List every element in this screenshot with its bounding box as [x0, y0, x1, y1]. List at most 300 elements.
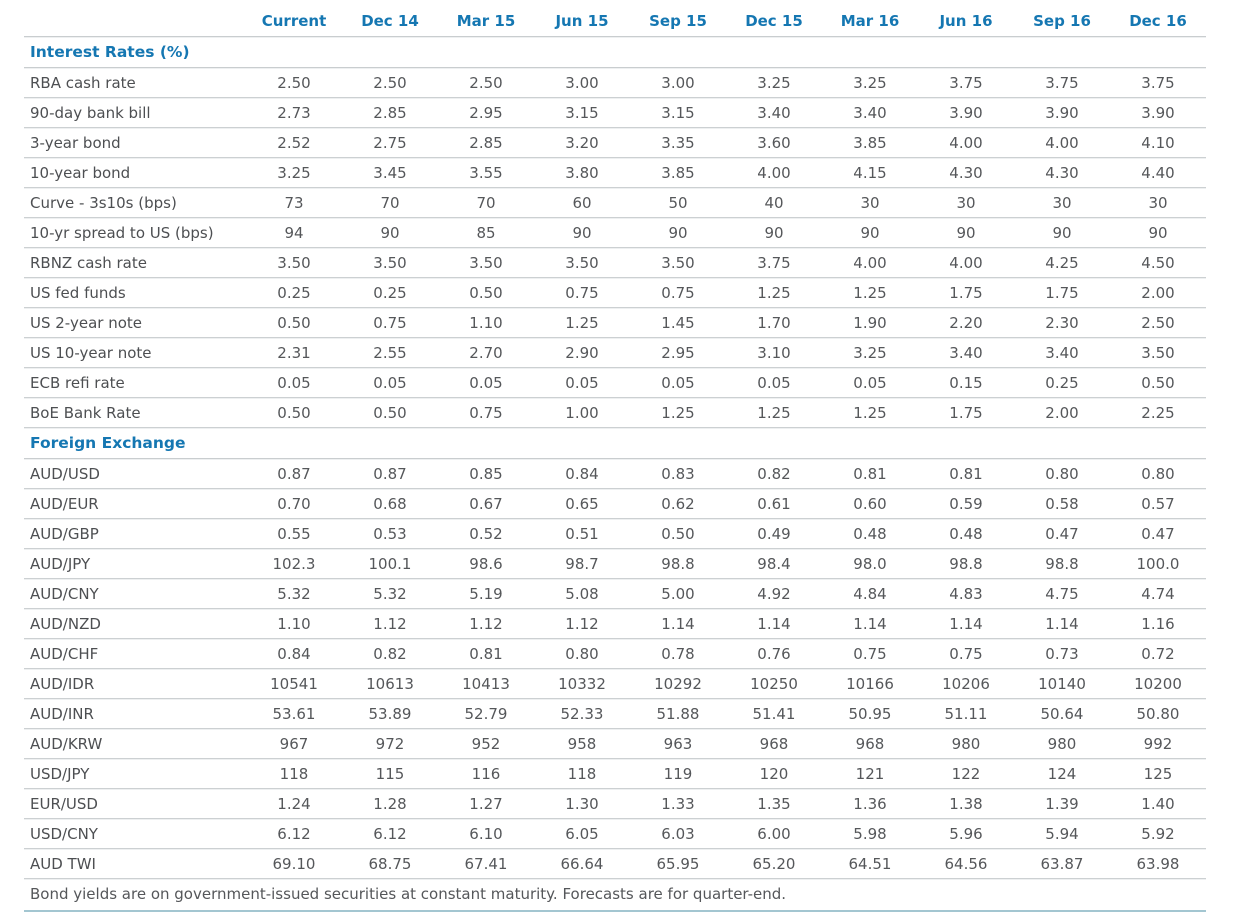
table-row	[24, 188, 1206, 218]
cell-value: 963	[630, 729, 726, 759]
cell-value: 10413	[438, 669, 534, 699]
cell-value: 3.40	[822, 98, 918, 128]
cell-value: 0.47	[1014, 519, 1110, 549]
cell-value: 63.87	[1014, 849, 1110, 879]
cell-value: 50.80	[1110, 699, 1206, 729]
cell-value: 10292	[630, 669, 726, 699]
cell-value: 6.03	[630, 819, 726, 849]
cell-value: 118	[246, 759, 342, 789]
cell-value: 0.75	[630, 278, 726, 308]
cell-value: 124	[1014, 759, 1110, 789]
table-row	[24, 338, 1206, 368]
cell-value: 2.50	[1110, 308, 1206, 338]
cell-value: 0.50	[438, 278, 534, 308]
cell-value: 1.14	[630, 609, 726, 639]
cell-value: 100.0	[1110, 549, 1206, 579]
cell-value: 2.50	[342, 68, 438, 98]
cell-value: 2.75	[342, 128, 438, 158]
table-row	[24, 489, 1206, 519]
header-row	[24, 6, 1206, 37]
cell-value: 5.94	[1014, 819, 1110, 849]
row-label: USD/CNY	[24, 819, 246, 849]
table-row	[24, 789, 1206, 819]
cell-value: 0.25	[342, 278, 438, 308]
cell-value: 1.39	[1014, 789, 1110, 819]
cell-value: 73	[246, 188, 342, 218]
cell-value: 0.82	[342, 639, 438, 669]
cell-value: 50.64	[1014, 699, 1110, 729]
cell-value: 3.00	[630, 68, 726, 98]
cell-value: 3.90	[1014, 98, 1110, 128]
table-body	[24, 37, 1206, 879]
cell-value: 4.92	[726, 579, 822, 609]
cell-value: 2.95	[438, 98, 534, 128]
cell-value: 53.89	[342, 699, 438, 729]
cell-value: 119	[630, 759, 726, 789]
cell-value: 1.70	[726, 308, 822, 338]
cell-value: 5.92	[1110, 819, 1206, 849]
cell-value: 0.05	[438, 368, 534, 398]
cell-value: 3.50	[342, 248, 438, 278]
cell-value: 2.70	[438, 338, 534, 368]
section-header-row	[24, 428, 1206, 459]
cell-value: 1.12	[534, 609, 630, 639]
table-row	[24, 519, 1206, 549]
cell-value: 51.11	[918, 699, 1014, 729]
cell-value: 3.15	[630, 98, 726, 128]
cell-value: 68.75	[342, 849, 438, 879]
cell-value: 64.51	[822, 849, 918, 879]
table-header	[24, 6, 1206, 37]
row-label: US fed funds	[24, 278, 246, 308]
column-header: Dec 16	[1110, 6, 1206, 37]
cell-value: 98.0	[822, 549, 918, 579]
cell-value: 4.30	[1014, 158, 1110, 188]
cell-value: 116	[438, 759, 534, 789]
cell-value: 0.50	[1110, 368, 1206, 398]
cell-value: 2.20	[918, 308, 1014, 338]
cell-value: 118	[534, 759, 630, 789]
column-header: Jun 15	[534, 6, 630, 37]
cell-value: 0.81	[822, 459, 918, 489]
cell-value: 1.75	[1014, 278, 1110, 308]
cell-value: 70	[342, 188, 438, 218]
cell-value: 90	[822, 218, 918, 248]
cell-value: 3.25	[822, 338, 918, 368]
cell-value: 2.50	[438, 68, 534, 98]
cell-value: 0.75	[438, 398, 534, 428]
cell-value: 2.95	[630, 338, 726, 368]
cell-value: 3.75	[726, 248, 822, 278]
row-label: AUD/JPY	[24, 549, 246, 579]
cell-value: 3.50	[630, 248, 726, 278]
cell-value: 3.25	[822, 68, 918, 98]
row-label: AUD TWI	[24, 849, 246, 879]
cell-value: 102.3	[246, 549, 342, 579]
cell-value: 0.73	[1014, 639, 1110, 669]
cell-value: 2.85	[342, 98, 438, 128]
cell-value: 3.50	[438, 248, 534, 278]
cell-value: 10140	[1014, 669, 1110, 699]
cell-value: 0.05	[822, 368, 918, 398]
cell-value: 1.10	[438, 308, 534, 338]
cell-value: 0.50	[246, 398, 342, 428]
row-label: AUD/INR	[24, 699, 246, 729]
cell-value: 3.35	[630, 128, 726, 158]
row-label: Curve - 3s10s (bps)	[24, 188, 246, 218]
cell-value: 2.73	[246, 98, 342, 128]
section-header-row	[24, 37, 1206, 68]
cell-value: 10332	[534, 669, 630, 699]
cell-value: 50.95	[822, 699, 918, 729]
cell-value: 972	[342, 729, 438, 759]
table-row	[24, 368, 1206, 398]
cell-value: 98.6	[438, 549, 534, 579]
cell-value: 5.19	[438, 579, 534, 609]
row-label: US 10-year note	[24, 338, 246, 368]
cell-value: 51.41	[726, 699, 822, 729]
cell-value: 90	[630, 218, 726, 248]
row-label: AUD/CNY	[24, 579, 246, 609]
column-header: Current	[246, 6, 342, 37]
cell-value: 2.85	[438, 128, 534, 158]
cell-value: 0.50	[342, 398, 438, 428]
cell-value: 0.72	[1110, 639, 1206, 669]
cell-value: 0.25	[1014, 368, 1110, 398]
row-label: AUD/NZD	[24, 609, 246, 639]
table-row	[24, 308, 1206, 338]
rates-fx-forecast-table	[24, 6, 1206, 879]
cell-value: 3.90	[918, 98, 1014, 128]
cell-value: 1.12	[342, 609, 438, 639]
cell-value: 0.85	[438, 459, 534, 489]
row-label: US 2-year note	[24, 308, 246, 338]
cell-value: 0.68	[342, 489, 438, 519]
cell-value: 0.80	[534, 639, 630, 669]
cell-value: 90	[534, 218, 630, 248]
cell-value: 980	[1014, 729, 1110, 759]
cell-value: 0.87	[246, 459, 342, 489]
table-row	[24, 158, 1206, 188]
cell-value: 125	[1110, 759, 1206, 789]
column-header: Jun 16	[918, 6, 1014, 37]
cell-value: 6.12	[246, 819, 342, 849]
cell-value: 3.60	[726, 128, 822, 158]
cell-value: 3.40	[918, 338, 1014, 368]
cell-value: 0.80	[1110, 459, 1206, 489]
cell-value: 0.50	[246, 308, 342, 338]
cell-value: 952	[438, 729, 534, 759]
row-label: ECB refi rate	[24, 368, 246, 398]
cell-value: 3.45	[342, 158, 438, 188]
row-label: AUD/CHF	[24, 639, 246, 669]
table-footnote: Bond yields are on government-issued securities at constant maturity. Forecasts are for quarter-end.	[24, 879, 1206, 912]
cell-value: 0.84	[534, 459, 630, 489]
cell-value: 64.56	[918, 849, 1014, 879]
row-label: AUD/USD	[24, 459, 246, 489]
cell-value: 115	[342, 759, 438, 789]
cell-value: 6.12	[342, 819, 438, 849]
cell-value: 67.41	[438, 849, 534, 879]
cell-value: 4.40	[1110, 158, 1206, 188]
cell-value: 3.90	[1110, 98, 1206, 128]
cell-value: 4.74	[1110, 579, 1206, 609]
table-row	[24, 98, 1206, 128]
cell-value: 0.67	[438, 489, 534, 519]
cell-value: 0.70	[246, 489, 342, 519]
table-row	[24, 729, 1206, 759]
table-row	[24, 699, 1206, 729]
cell-value: 63.98	[1110, 849, 1206, 879]
cell-value: 0.05	[246, 368, 342, 398]
cell-value: 5.98	[822, 819, 918, 849]
cell-value: 0.05	[342, 368, 438, 398]
cell-value: 4.83	[918, 579, 1014, 609]
cell-value: 0.15	[918, 368, 1014, 398]
cell-value: 1.14	[822, 609, 918, 639]
table-row	[24, 669, 1206, 699]
cell-value: 6.10	[438, 819, 534, 849]
cell-value: 6.05	[534, 819, 630, 849]
cell-value: 3.80	[534, 158, 630, 188]
table-row	[24, 759, 1206, 789]
cell-value: 2.00	[1110, 278, 1206, 308]
table-row	[24, 639, 1206, 669]
cell-value: 0.25	[246, 278, 342, 308]
cell-value: 5.32	[342, 579, 438, 609]
cell-value: 5.00	[630, 579, 726, 609]
cell-value: 3.10	[726, 338, 822, 368]
table-row	[24, 459, 1206, 489]
cell-value: 1.00	[534, 398, 630, 428]
row-label: AUD/GBP	[24, 519, 246, 549]
cell-value: 98.7	[534, 549, 630, 579]
cell-value: 98.8	[1014, 549, 1110, 579]
table-row	[24, 609, 1206, 639]
cell-value: 1.35	[726, 789, 822, 819]
cell-value: 1.75	[918, 398, 1014, 428]
cell-value: 98.4	[726, 549, 822, 579]
cell-value: 0.53	[342, 519, 438, 549]
cell-value: 90	[1014, 218, 1110, 248]
row-label: AUD/EUR	[24, 489, 246, 519]
cell-value: 0.62	[630, 489, 726, 519]
cell-value: 967	[246, 729, 342, 759]
cell-value: 3.50	[1110, 338, 1206, 368]
cell-value: 85	[438, 218, 534, 248]
cell-value: 30	[918, 188, 1014, 218]
cell-value: 3.20	[534, 128, 630, 158]
cell-value: 0.78	[630, 639, 726, 669]
cell-value: 0.47	[1110, 519, 1206, 549]
cell-value: 0.48	[918, 519, 1014, 549]
cell-value: 69.10	[246, 849, 342, 879]
row-label: 90-day bank bill	[24, 98, 246, 128]
cell-value: 3.50	[534, 248, 630, 278]
cell-value: 1.25	[534, 308, 630, 338]
section-title: Foreign Exchange	[24, 428, 1206, 459]
cell-value: 51.88	[630, 699, 726, 729]
cell-value: 65.95	[630, 849, 726, 879]
cell-value: 3.75	[918, 68, 1014, 98]
cell-value: 0.81	[918, 459, 1014, 489]
cell-value: 1.10	[246, 609, 342, 639]
cell-value: 3.75	[1014, 68, 1110, 98]
cell-value: 1.24	[246, 789, 342, 819]
cell-value: 1.90	[822, 308, 918, 338]
table-row	[24, 849, 1206, 879]
cell-value: 0.82	[726, 459, 822, 489]
cell-value: 3.15	[534, 98, 630, 128]
cell-value: 2.25	[1110, 398, 1206, 428]
column-header: Dec 14	[342, 6, 438, 37]
cell-value: 0.05	[534, 368, 630, 398]
cell-value: 0.55	[246, 519, 342, 549]
cell-value: 10250	[726, 669, 822, 699]
cell-value: 0.05	[630, 368, 726, 398]
cell-value: 122	[918, 759, 1014, 789]
cell-value: 968	[822, 729, 918, 759]
cell-value: 0.75	[534, 278, 630, 308]
cell-value: 0.80	[1014, 459, 1110, 489]
row-label: 10-year bond	[24, 158, 246, 188]
cell-value: 2.90	[534, 338, 630, 368]
cell-value: 40	[726, 188, 822, 218]
cell-value: 4.10	[1110, 128, 1206, 158]
row-label: AUD/KRW	[24, 729, 246, 759]
cell-value: 0.75	[342, 308, 438, 338]
cell-value: 70	[438, 188, 534, 218]
cell-value: 10206	[918, 669, 1014, 699]
cell-value: 0.57	[1110, 489, 1206, 519]
row-label: 3-year bond	[24, 128, 246, 158]
cell-value: 0.61	[726, 489, 822, 519]
cell-value: 1.33	[630, 789, 726, 819]
column-header: Mar 15	[438, 6, 534, 37]
cell-value: 1.14	[1014, 609, 1110, 639]
cell-value: 1.12	[438, 609, 534, 639]
cell-value: 90	[1110, 218, 1206, 248]
cell-value: 0.59	[918, 489, 1014, 519]
cell-value: 10200	[1110, 669, 1206, 699]
cell-value: 1.28	[342, 789, 438, 819]
cell-value: 0.65	[534, 489, 630, 519]
cell-value: 5.08	[534, 579, 630, 609]
cell-value: 958	[534, 729, 630, 759]
cell-value: 30	[822, 188, 918, 218]
cell-value: 94	[246, 218, 342, 248]
table-row	[24, 819, 1206, 849]
cell-value: 3.85	[822, 128, 918, 158]
column-header: Dec 15	[726, 6, 822, 37]
cell-value: 3.25	[726, 68, 822, 98]
section-title: Interest Rates (%)	[24, 37, 1206, 68]
cell-value: 2.52	[246, 128, 342, 158]
cell-value: 0.60	[822, 489, 918, 519]
row-label: BoE Bank Rate	[24, 398, 246, 428]
cell-value: 2.55	[342, 338, 438, 368]
cell-value: 0.58	[1014, 489, 1110, 519]
cell-value: 0.75	[822, 639, 918, 669]
row-label: RBA cash rate	[24, 68, 246, 98]
cell-value: 0.81	[438, 639, 534, 669]
cell-value: 1.25	[822, 278, 918, 308]
cell-value: 4.84	[822, 579, 918, 609]
cell-value: 5.32	[246, 579, 342, 609]
cell-value: 6.00	[726, 819, 822, 849]
table-row	[24, 579, 1206, 609]
cell-value: 3.75	[1110, 68, 1206, 98]
cell-value: 968	[726, 729, 822, 759]
cell-value: 30	[1014, 188, 1110, 218]
cell-value: 3.00	[534, 68, 630, 98]
cell-value: 4.75	[1014, 579, 1110, 609]
cell-value: 120	[726, 759, 822, 789]
cell-value: 1.14	[918, 609, 1014, 639]
cell-value: 3.85	[630, 158, 726, 188]
cell-value: 1.75	[918, 278, 1014, 308]
cell-value: 30	[1110, 188, 1206, 218]
cell-value: 0.87	[342, 459, 438, 489]
cell-value: 1.30	[534, 789, 630, 819]
cell-value: 4.00	[918, 248, 1014, 278]
cell-value: 3.40	[1014, 338, 1110, 368]
cell-value: 1.25	[630, 398, 726, 428]
cell-value: 0.05	[726, 368, 822, 398]
cell-value: 4.00	[726, 158, 822, 188]
cell-value: 0.75	[918, 639, 1014, 669]
cell-value: 60	[534, 188, 630, 218]
cell-value: 4.00	[822, 248, 918, 278]
cell-value: 3.50	[246, 248, 342, 278]
cell-value: 4.15	[822, 158, 918, 188]
cell-value: 1.27	[438, 789, 534, 819]
cell-value: 121	[822, 759, 918, 789]
cell-value: 992	[1110, 729, 1206, 759]
cell-value: 90	[918, 218, 1014, 248]
cell-value: 4.00	[1014, 128, 1110, 158]
cell-value: 1.14	[726, 609, 822, 639]
cell-value: 98.8	[630, 549, 726, 579]
cell-value: 52.79	[438, 699, 534, 729]
table-row	[24, 218, 1206, 248]
cell-value: 10166	[822, 669, 918, 699]
cell-value: 52.33	[534, 699, 630, 729]
table-row	[24, 248, 1206, 278]
cell-value: 0.49	[726, 519, 822, 549]
cell-value: 50	[630, 188, 726, 218]
cell-value: 10541	[246, 669, 342, 699]
cell-value: 66.64	[534, 849, 630, 879]
table-row	[24, 278, 1206, 308]
table-row	[24, 398, 1206, 428]
row-label: USD/JPY	[24, 759, 246, 789]
cell-value: 3.40	[726, 98, 822, 128]
cell-value: 3.25	[246, 158, 342, 188]
row-label: EUR/USD	[24, 789, 246, 819]
cell-value: 0.48	[822, 519, 918, 549]
column-header: Sep 15	[630, 6, 726, 37]
cell-value: 1.16	[1110, 609, 1206, 639]
cell-value: 100.1	[342, 549, 438, 579]
table-row	[24, 549, 1206, 579]
cell-value: 0.50	[630, 519, 726, 549]
cell-value: 10613	[342, 669, 438, 699]
cell-value: 1.45	[630, 308, 726, 338]
cell-value: 53.61	[246, 699, 342, 729]
row-label: AUD/IDR	[24, 669, 246, 699]
cell-value: 4.25	[1014, 248, 1110, 278]
